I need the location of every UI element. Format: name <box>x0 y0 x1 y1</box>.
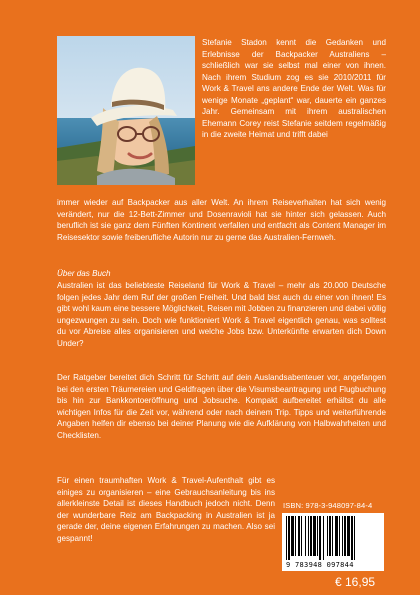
blurb-paragraph-3: Für einen traumhaften Work & Travel-Aufenthalt gibt es einiges zu organisieren – eine Gebrauchsanleitung bis ins allerkleinste Detail ist dieses Handbuch jedoch nicht. Denn der wunderbare Reiz am Backpacking in Australien ist ja gerade der, deine eigenen Erfahrungen zu machen. Also sei gespannt! <box>57 476 275 543</box>
barcode-number: 9 783948 097844 <box>286 561 354 569</box>
section-title: Über das Buch <box>57 269 111 278</box>
blurb-paragraph-2: Der Ratgeber bereitet dich Schritt für Schritt auf dein Auslandsabenteuer vor, angefangen bei den ersten Träumereien und Geldfragen über die Visumsbeantragung und Flugbuchung bis hin zur Bankkontoeröffnung und Jobsuche. Kompakt aufbereitet erhältst du alle wichtigen Infos für die Zeit vor, während oder nach deinem Trip. Tipps und weiterführende Angaben helfen dir ebenso bei deiner Planung wie die Aufklärung von Halbwahrheiten und Checklisten. <box>57 373 386 440</box>
price: € 16,95 <box>335 575 376 589</box>
author-photo <box>57 36 195 185</box>
isbn-label: ISBN: 978-3-948097-84-4 <box>283 501 373 510</box>
blurb-paragraph-1: Australien ist das beliebteste Reiseland für Work & Travel – mehr als 20.000 Deutsche folgen jedes Jahr dem Ruf der großen Freiheit. Und bald bist auch du einer von ihnen! Es gibt wohl kaum eine bessere Möglichkeit, Reisen mit Jobben zu finanzieren und dabei völlig ungezwungen zu sein. Doch wie funktioniert Work & Travel eigentlich genau, was solltest du vor Abreise alles organisieren und welche Jobs bzw. Unterkünfte erwarten dich Down Under? <box>57 281 386 348</box>
barcode-bars-icon <box>282 513 384 560</box>
author-bio-bottom: immer wieder auf Backpacker aus aller Welt. An ihrem Reiseverhalten hat sich wenig verändert, nur die 12-Bett-Zimmer und Dosenravioli hat sie hinter sich gelassen. Auch beruflich ist sie ganz dem Fünften Kontinent verfallen und entfacht als Content Manager im Reisesektor sowie freiberufliche Autorin nur zu gerne das Australien-Fernweh. <box>57 198 386 242</box>
author-bio-top: Stefanie Stadon kennt die Gedanken und Erlebnisse der Backpacker Australiens – schließlich war sie selbst mal einer von ihnen. Nach ihrem Studium zog es sie 2010/2011 für Work & Travel ans andere Ende der Welt. Was für wenige Monate „geplant“ war, dauerte ein ganzes Jahr. Gemeinsam mit ihrem australischen Ehemann Corey reist Stefanie seitdem regelmäßig in die zweite Heimat und trifft dabei <box>202 38 386 140</box>
